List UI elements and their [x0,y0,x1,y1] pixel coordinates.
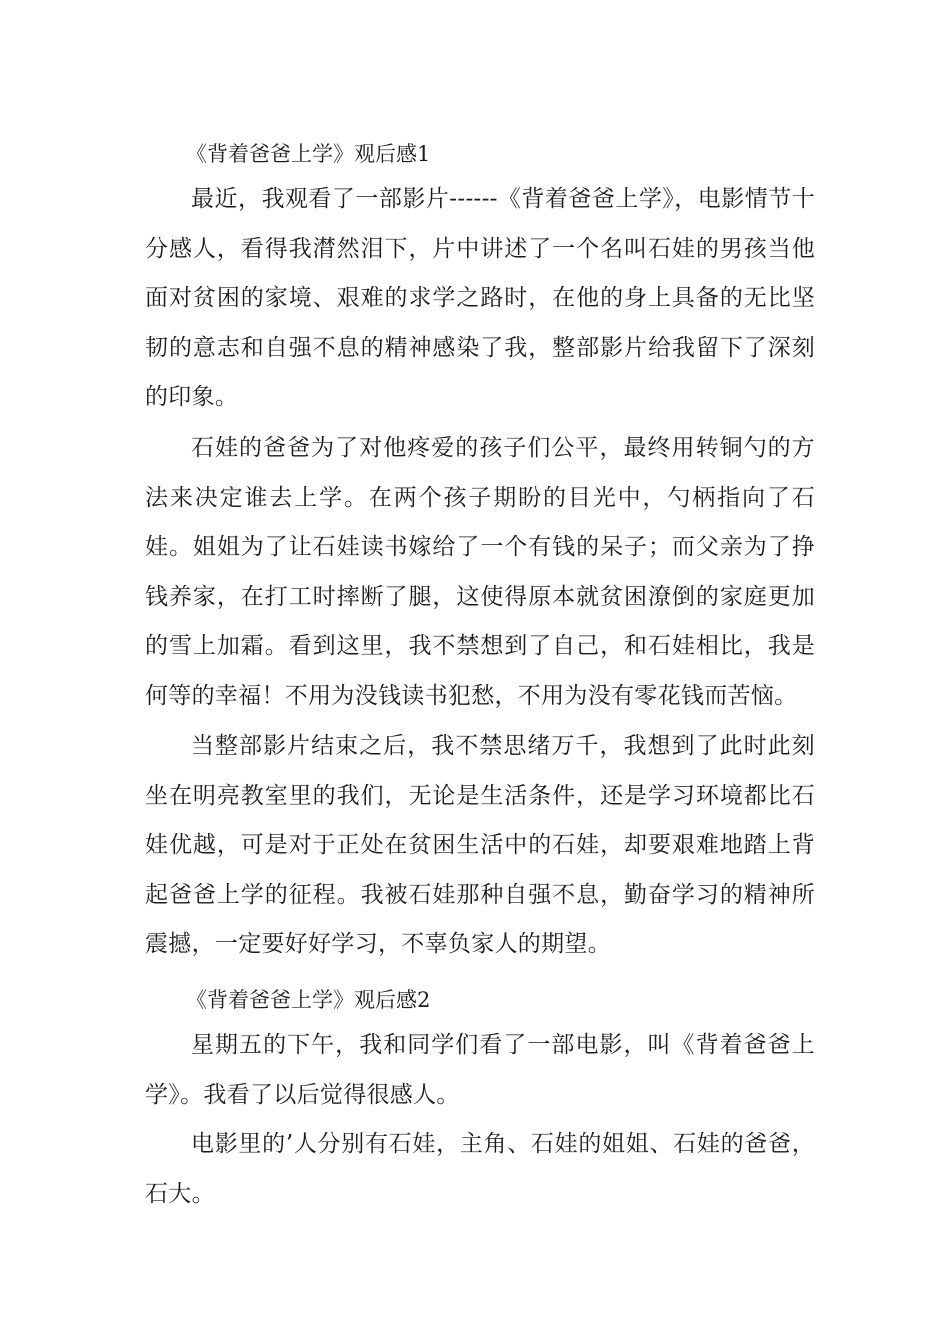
essay-1-heading: 《背着爸爸上学》观后感1 [186,142,431,166]
essay-1-paragraph-3: 当整部影片结束之后，我不禁思绪万千，我想到了此时此刻坐在明亮教室里的我们，无论是生活条件，还是学习环境都比石娃优越，可是对于正处在贫困生活中的石娃，却要艰难地踏上背起爸爸上学的征程。我被石娃那种自强不息，勤奋学习的精神所震撼，一定要好好学习，不辜负家人的期望。 [145,733,815,957]
essay-1-paragraph-2: 石娃的爸爸为了对他疼爱的孩子们公平，最终用转铜勺的方法来决定谁去上学。在两个孩子期盼的目光中，勺柄指向了石娃。姐姐为了让石娃读书嫁给了一个有钱的呆子；而父亲为了挣钱养家，在打工时摔断了腿，这使得原本就贫困潦倒的家庭更加的雪上加霜。看到这里，我不禁想到了自己，和石娃相比，我是何等的幸福！不用为没钱读书犯愁，不用为没有零花钱而苦恼。 [145,435,815,709]
essay-2-paragraph-2: 电影里的’人分别有石娃，主角、石娃的姐姐、石娃的爸爸，石大。 [145,1131,815,1207]
essay-2-heading: 《背着爸爸上学》观后感2 [186,988,431,1012]
essay-1-paragraph-1: 最近，我观看了一部影片------《背着爸爸上学》，电影情节十分感人，看得我潸然泪下，片中讲述了一个名叫石娃的男孩当他面对贫困的家境、艰难的求学之路时，在他的身上具备的无比坚韧的意志和自强不息的精神感染了我，整部影片给我留下了深刻的印象。 [145,186,815,410]
essay-2-paragraph-1: 星期五的下午，我和同学们看了一部电影，叫《背着爸爸上学》。我看了以后觉得很感人。 [145,1032,815,1108]
